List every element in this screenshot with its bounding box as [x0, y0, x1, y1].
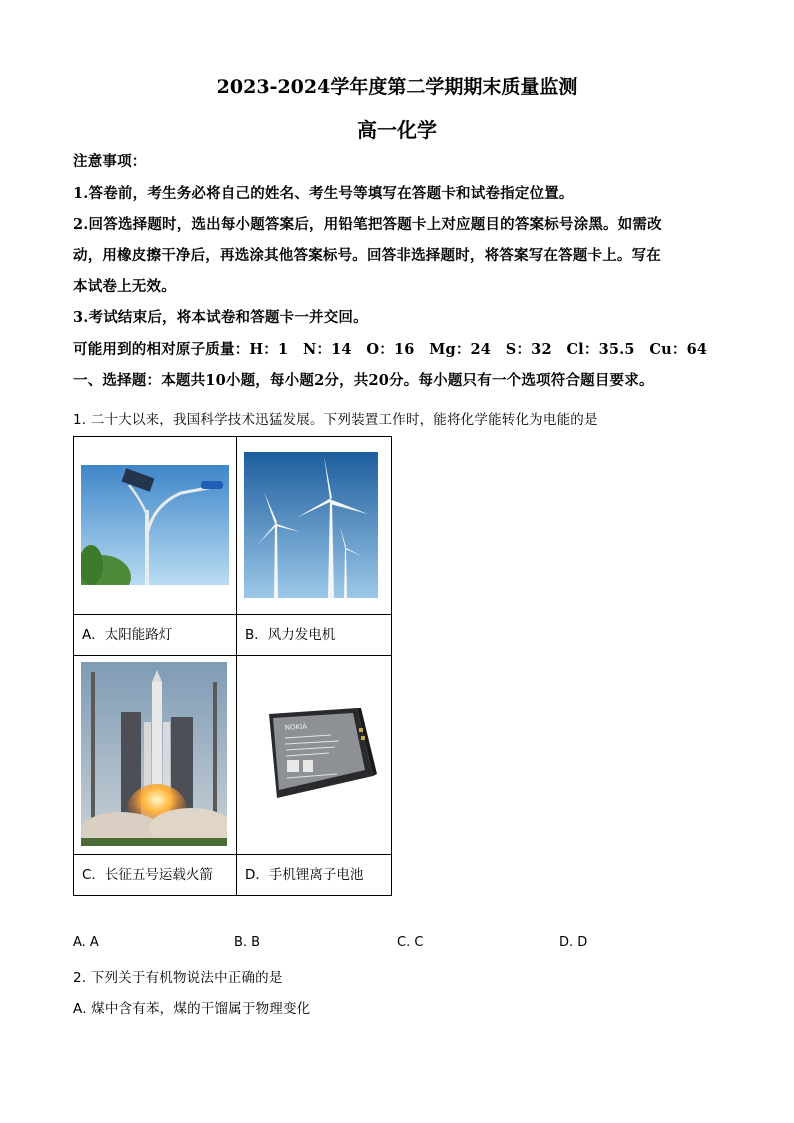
option-d-caption: D．手机锂离子电池: [237, 855, 392, 896]
option-b-image-cell: [237, 437, 392, 615]
note-item-3: 3.考试结束后，将本试卷和答题卡一并交回。: [73, 309, 368, 326]
section-1-heading: 一、选择题：本题共10小题，每小题2分，共20分。每小题只有一个选项符合题目要求。: [73, 372, 654, 389]
exam-title: 2023-2024学年度第二学期期末质量监测: [216, 76, 578, 98]
atomic-masses: 可能用到的相对原子质量：H：1 N：14 O：16 Mg：24 S：32 Cl：35.5 Cu：64: [73, 341, 708, 358]
choice-b[interactable]: B. B: [234, 935, 261, 950]
solar-street-light-image: [81, 465, 229, 585]
question-1-stem: 1. 二十大以来，我国科学技术迅猛发展。下列装置工作时，能将化学能转化为电能的是: [73, 412, 598, 428]
choice-d[interactable]: D. D: [559, 935, 588, 950]
battery-brand-label: NOKIA: [284, 722, 308, 732]
question-1-options-table: [73, 436, 392, 896]
option-c-image-cell: [74, 656, 237, 855]
phone-battery-image: [261, 706, 379, 806]
question-2-option-a[interactable]: A. 煤中含有苯，煤的干馏属于物理变化: [73, 1001, 311, 1017]
option-c-caption: C．长征五号运载火箭: [74, 855, 237, 896]
option-a-caption: A．太阳能路灯: [74, 615, 237, 656]
subject-title: 高一化学: [357, 118, 437, 142]
note-item-2-line-3: 本试卷上无效。: [73, 278, 176, 295]
notes-heading: 注意事项：: [73, 153, 147, 170]
note-item-2-line-1: 2.回答选择题时，选出每小题答案后，用铅笔把答题卡上对应题目的答案标号涂黑。如需改: [73, 216, 662, 233]
note-item-2-line-2: 动，用橡皮擦干净后，再选涂其他答案标号。回答非选择题时，将答案写在答题卡上。写在: [73, 247, 661, 264]
choice-c[interactable]: C. C: [397, 935, 424, 950]
rocket-launch-image: [81, 662, 227, 846]
wind-turbine-image: [244, 452, 378, 598]
note-item-1: 1.答卷前，考生务必将自己的姓名、考生号等填写在答题卡和试卷指定位置。: [73, 185, 574, 202]
question-2-stem: 2. 下列关于有机物说法中正确的是: [73, 970, 283, 986]
option-b-caption: B．风力发电机: [237, 615, 392, 656]
option-d-image-cell: [237, 656, 392, 855]
option-a-image-cell: [74, 437, 237, 615]
choice-a[interactable]: A. A: [73, 935, 99, 950]
